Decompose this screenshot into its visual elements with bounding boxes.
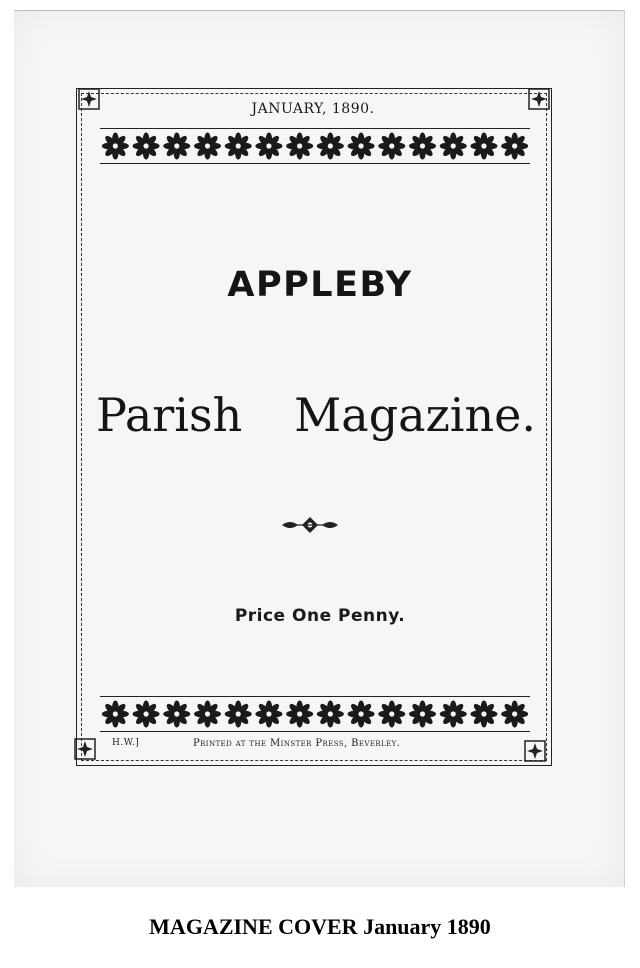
flower-rosette-icon (163, 133, 190, 160)
flower-rosette-icon (102, 701, 129, 728)
price-label: Price One Penny. (234, 606, 406, 626)
flower-rosette-icon (194, 133, 221, 160)
flower-rosette-icon (286, 133, 313, 160)
flower-rosette-icon (348, 701, 375, 728)
flower-rosette-icon (440, 133, 467, 160)
corner-ornament-icon (524, 740, 546, 762)
flower-rosette-icon (102, 133, 129, 160)
top-flower-band (100, 128, 530, 164)
image-caption: MAGAZINE COVER January 1890 (149, 914, 491, 939)
flower-rosette-icon (133, 133, 160, 160)
flower-rosette-icon (255, 701, 282, 728)
flower-rosette-icon (163, 701, 190, 728)
flower-rosette-icon (470, 701, 497, 728)
flower-rosette-icon (440, 701, 467, 728)
flower-rosette-icon (470, 133, 497, 160)
flower-rosette-icon (255, 133, 282, 160)
diamond-ornament-icon (280, 516, 340, 534)
footer-printer: Printed at the Minster Press, Beverley. (193, 738, 401, 749)
flower-rosette-icon (378, 701, 405, 728)
flower-rosette-icon (501, 133, 528, 160)
title-word-magazine: Magazine. (294, 388, 536, 442)
flower-rosette-icon (378, 133, 405, 160)
issue-date: JANUARY, 1890. (251, 101, 375, 117)
flower-rosette-icon (317, 133, 344, 160)
flower-rosette-icon (409, 133, 436, 160)
title-appleby: APPLEBY (227, 265, 413, 305)
corner-ornament-icon (74, 738, 96, 760)
flower-rosette-icon (348, 133, 375, 160)
flower-rosette-icon (100, 697, 530, 731)
flower-rosette-icon (225, 701, 252, 728)
flower-rosette-icon (317, 701, 344, 728)
flower-rosette-icon (409, 701, 436, 728)
title-word-parish: Parish (96, 388, 243, 442)
flower-rosette-icon (225, 133, 252, 160)
bottom-flower-band (100, 696, 530, 732)
footer-initials: H.W.] (112, 738, 140, 748)
flower-rosette-icon (501, 701, 528, 728)
flower-rosette-icon (286, 701, 313, 728)
title-parish-magazine (96, 388, 536, 442)
flower-rosette-icon (133, 701, 160, 728)
flower-rosette-icon (194, 701, 221, 728)
flower-rosette-icon (100, 129, 530, 163)
